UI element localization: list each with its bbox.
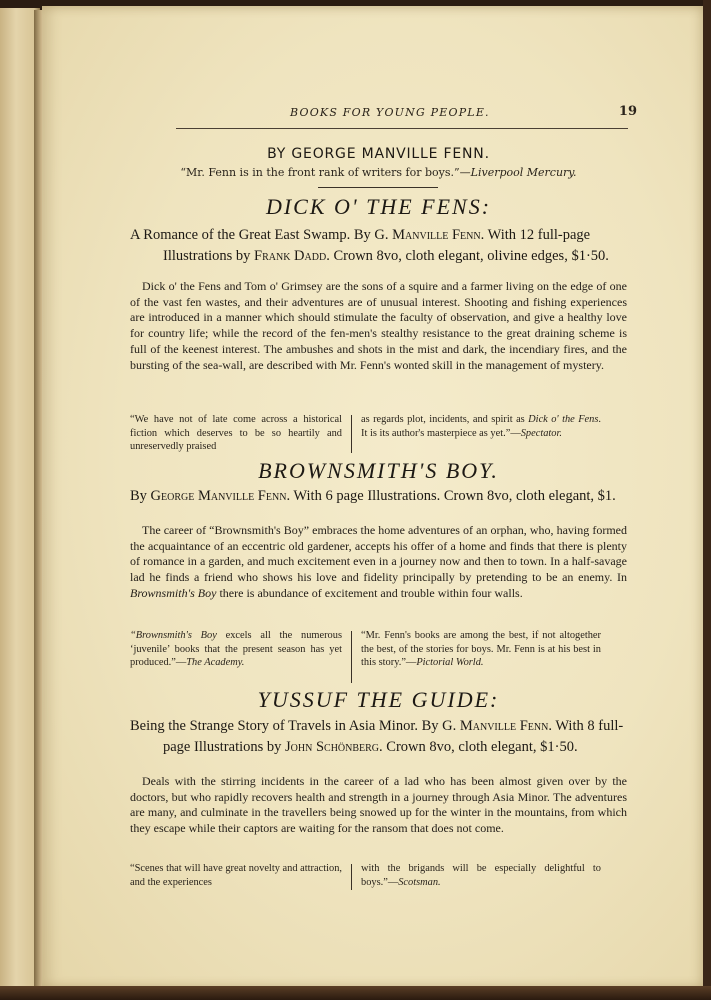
review-text: “Mr. Fenn's books are among the best, if not altogether the best, of the stories for boys. Mr. Fenn is at his best in this story.”—: [361, 630, 601, 669]
bib-author: Manville Fenn: [459, 718, 549, 734]
review-divider: [351, 631, 352, 683]
review-divider: [351, 415, 352, 453]
description-text: there is abundance of excitement and trouble within four walls.: [216, 585, 523, 600]
review-book-title: “Brownsmith's Boy: [130, 630, 217, 641]
bib-text: . With 6 page Illustrations. Crown 8vo, cloth elegant, $1.: [286, 488, 616, 504]
bib-illustrator: Frank Dadd: [254, 248, 327, 264]
bib-text: Being the Strange Story of Travels in Asia Minor. By G.: [130, 718, 460, 734]
book-right-edge: [703, 0, 711, 1000]
author-quote-text: “Mr. Fenn is in the front rank of writers for boys.”—: [180, 166, 471, 179]
review-book-title: Dick o' the Fens: [528, 414, 599, 425]
book-title-brownsmiths-boy: BROWNSMITH'S BOY.: [258, 458, 499, 483]
review-right: [361, 862, 601, 889]
bib-illustrator: John Schönberg: [285, 739, 380, 755]
bib-text: . With 8 full-page Illustrations by: [163, 718, 624, 755]
book-description-yussuf: Deals with the stirring incidents in the career of a lad who has been almost given over by the doctors, but who rapidly recovers health and strength in a journey through Asia Minor. The adventures are many, and culminate in the travellers being snowed up for the winter in the mountains, from which they escape while their captors are waiting for the ransom that does not come.: [130, 774, 627, 836]
book-description-dick: Dick o' the Fens and Tom o' Grimsey are the sons of a squire and a farmer living on the edge of one of the vast fen wastes, and their adventures are of unusual interest. Shooting and fishing experiences are introduced in a manner which should stimulate the faculty of observation, and give a healthy love for country life; while the record of the fen-men's stealthy resistance to the great draining scheme is full of the keenest interest. The ambushes and shots in the mist and dark, the incendiary fires, and the bursting of the sea-wall, are described with Mr. Fenn's wonted skill in the management of mystery.: [130, 279, 627, 372]
book-bibliography-dick: [130, 225, 627, 267]
bib-text: By: [130, 488, 151, 504]
description-text: The career of “Brownsmith's Boy” embraces the home adventures of an orphan, who, having formed the acquaintance of an eccentric old gardener, accepts his offer of a home and finds that there is plenty of romance in a garden, and much excitement even in a journey now and then to town. In a half-savage lad he finds a friend who shows his love and fidelity principally by pretending to be an enemy. In: [130, 523, 627, 585]
book-page: [42, 6, 706, 988]
review-text: with the brigands will be especially delightful to boys.”—: [361, 863, 601, 888]
running-title: BOOKS FOR YOUNG PEOPLE.: [290, 106, 490, 119]
author-quote: [130, 166, 627, 179]
book-bibliography-brownsmith: [130, 486, 627, 507]
review-left: [130, 629, 342, 670]
book-reviews-yussuf: [130, 862, 627, 922]
review-text: as regards plot, incidents, and spirit as: [361, 414, 529, 425]
review-text: . It is its author's masterpiece as yet.”—: [361, 414, 602, 439]
review-left: “Scenes that will have great novelty and attraction, and the experiences: [130, 863, 342, 888]
book-reviews-brownsmith: [130, 629, 627, 689]
review-text: excels all the numerous ‘juvenile’ books that the present season has yet produced.”—: [130, 630, 342, 669]
book-title-dick-o-the-fens: DICK O' THE FENS:: [265, 194, 492, 219]
running-head: [130, 104, 637, 124]
description-book-title: Brownsmith's Boy: [130, 585, 217, 600]
review-source: Scotsman.: [398, 876, 441, 888]
bib-text: . With 12 full-page Illustrations by: [163, 227, 591, 264]
book-bibliography-yussuf: [130, 716, 627, 758]
review-divider: [351, 864, 352, 890]
review-source: The Academy.: [186, 657, 245, 669]
review-source: Spectator.: [520, 427, 562, 439]
bib-text: . Crown 8vo, cloth elegant, $1·50.: [379, 739, 578, 755]
review-right: [361, 629, 601, 670]
review-left: “We have not of late come across a historical fiction which deserves to be so heartily and unreservedly praised: [130, 414, 342, 453]
bib-text: . Crown 8vo, cloth elegant, olivine edges, $1·50.: [326, 248, 609, 264]
bib-author: Manville Fenn: [392, 227, 481, 243]
page-number: 19: [618, 104, 637, 119]
book-title-yussuf-the-guide: YUSSUF THE GUIDE:: [257, 687, 500, 712]
review-source: Pictorial World.: [416, 657, 484, 669]
book-bottom-edge: [0, 986, 711, 1000]
book-description-brownsmith: [130, 523, 627, 602]
bib-author: George Manville Fenn: [150, 488, 287, 504]
header-rule: [176, 128, 628, 129]
section-rule: [318, 187, 438, 188]
review-right: [361, 413, 601, 440]
author-heading: BY GEORGE MANVILLE FENN.: [267, 146, 490, 162]
author-quote-source: Liverpool Mercury.: [470, 166, 577, 179]
bib-text: A Romance of the Great East Swamp. By G.: [130, 227, 393, 243]
